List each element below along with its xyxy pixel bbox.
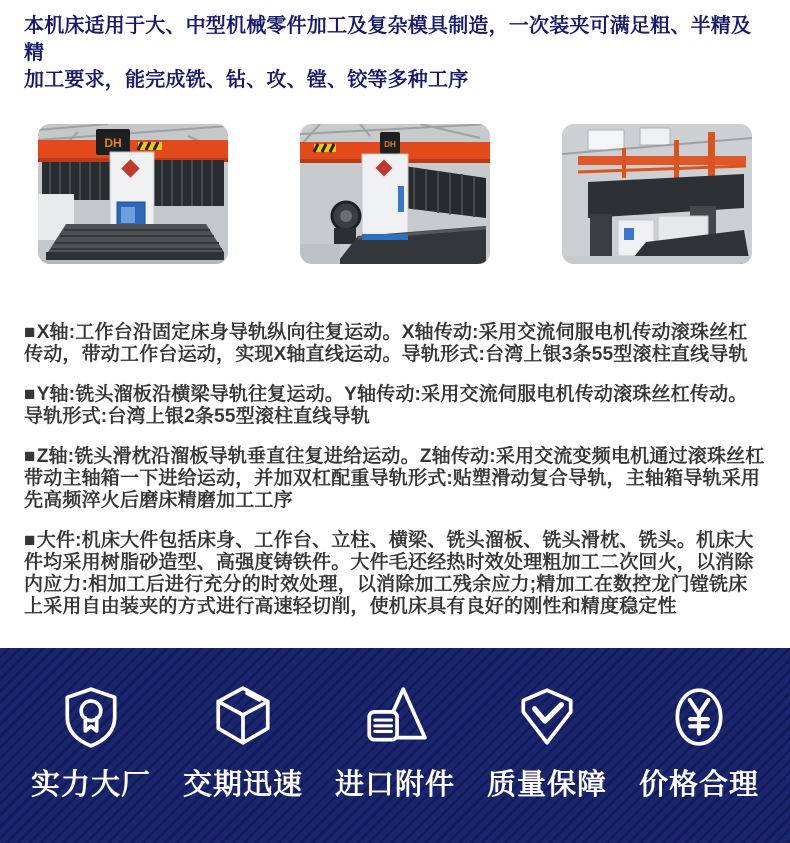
specs-section [24, 322, 766, 618]
machine-photo-2 [300, 124, 490, 264]
shop-floor [562, 256, 752, 264]
machine-photo-1 [38, 124, 228, 264]
features-banner [0, 648, 790, 843]
feature-label: 实力大厂 [30, 769, 151, 801]
product-photos [38, 124, 752, 264]
feature-delivery [168, 684, 318, 843]
diamond-check-icon [514, 684, 580, 750]
spec-text: Y轴:铣头溜板沿横梁导轨往复运动。Y轴传动:采用交流伺服电机传动滚珠丝杠传动。导轨形式:台湾上银2条55型滚柱直线导轨 [24, 384, 748, 427]
intro-line-1: 本机床适用于大、中型机械零件加工及复杂模具制造，一次装夹可满足粗、半精及精 [24, 15, 752, 64]
package-box-icon [210, 684, 276, 750]
spec-paragraph-z-axis [24, 446, 766, 512]
intro-text [24, 13, 766, 94]
spec-text: 大件:机床大件包括床身、工作台、立柱、横梁、铣头溜板、铣头滑枕、铣头。机床大件均采用树脂砂造型、高强度铸铁件。大件毛还经热时效处理粗加工二次回火，以消除内应力:相加工后进行充分的时效处理，以消除加工残余应力;精加工在数控龙门镗铣床上采用自由装夹的方式进行高速轻切削，使机床具有良好的刚性和精度稳定性 [24, 530, 754, 617]
hazard-stripes [138, 142, 162, 150]
spec-text: Z轴:铣头滑枕沿溜板导轨垂直往复进给运动。Z轴传动:采用交流变频电机通过滚珠丝杠带动主轴箱一下进给运动，并加双杠配重导轨形式:贴塑滑动复合导轨，主轴箱导轨采用先高频淬火后磨床精磨加工工序 [24, 446, 765, 511]
stamp-seal-icon [362, 684, 428, 750]
yen-coin-icon [666, 684, 732, 750]
bullet-square-icon: ■ [24, 530, 36, 551]
feature-label: 交期迅速 [182, 769, 303, 801]
intro-line-2: 加工要求，能完成铣、钻、攻、镗、铰等多种工序 [24, 69, 469, 91]
hazard-stripes [314, 144, 336, 152]
spec-paragraph-x-axis [24, 322, 766, 366]
bellows-cover-right [154, 160, 224, 206]
feature-label: 价格合理 [638, 769, 759, 801]
spec-text: X轴:工作台沿固定床身导轨纵向往复运动。X轴传动:采用交流伺服电机传动滚珠丝杠传动，带动工作台运动，实现X轴直线运动。导轨形式:台湾上银3条55型滚柱直线导轨 [24, 322, 748, 365]
machine-photo-3 [562, 124, 752, 264]
crane-logo-text: DH [384, 140, 396, 149]
shop-floor [38, 260, 228, 264]
feature-quality [472, 684, 622, 843]
feed-box [334, 228, 356, 244]
shield-medal-icon [58, 684, 124, 750]
feature-label: 质量保障 [486, 769, 607, 801]
worktable [48, 224, 224, 252]
bullet-square-icon: ■ [24, 384, 36, 405]
spec-paragraph-castings [24, 530, 766, 618]
gantry-column-left [590, 214, 612, 258]
spec-paragraph-y-axis [24, 384, 766, 428]
shop-floor [300, 244, 340, 264]
feature-strength [16, 684, 166, 843]
feature-label: 进口附件 [334, 769, 455, 801]
crane-logo-text: DH [104, 136, 122, 150]
bullet-square-icon: ■ [24, 322, 36, 343]
feature-price [624, 684, 774, 843]
feature-imported-parts [320, 684, 470, 843]
bullet-square-icon: ■ [24, 446, 36, 467]
column-blue-trim [398, 186, 404, 212]
